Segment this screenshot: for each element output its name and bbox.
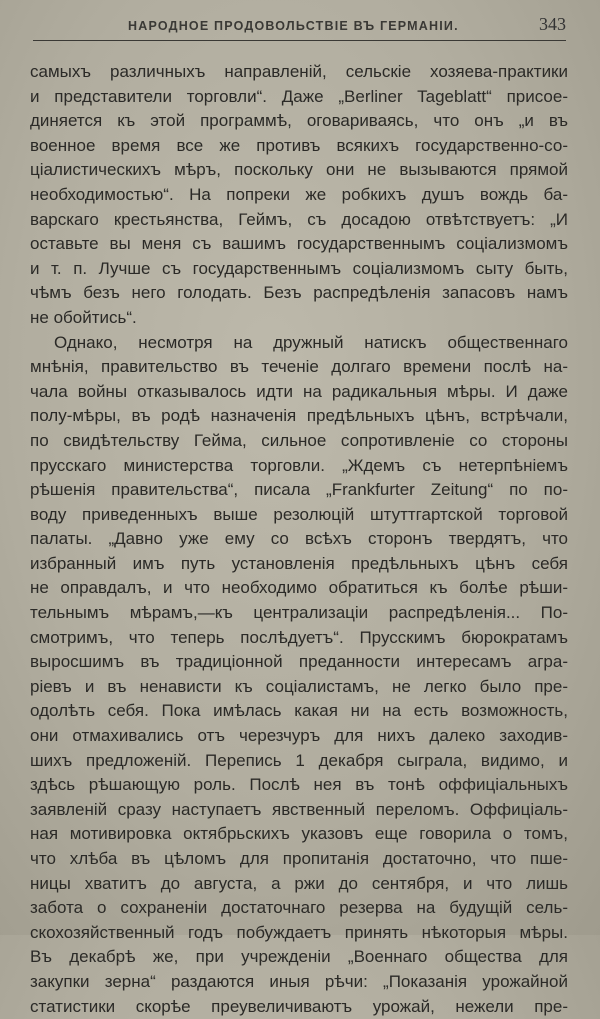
- text-line: заявленій сразу наступаетъ явственный переломъ. Оффиціаль-: [30, 799, 568, 819]
- text-line: забота о сохраненіи достаточнаго резерва на будущій сель-: [30, 898, 568, 918]
- text-line: палаты. „Давно уже ему со всѣхъ сторонъ твердятъ, что: [30, 529, 568, 549]
- text-line: мнѣнія, правительство въ теченіе долгаго времени послѣ на-: [30, 357, 568, 377]
- text-line: и т. п. Лучше съ государственнымъ соціализмомъ сыту быть,: [30, 258, 568, 278]
- text-line: закупки зерна“ раздаются иныя рѣчи: „Показанія урожайной: [30, 971, 568, 991]
- paragraph-2: [30, 331, 568, 1019]
- text-line: варскаго крестьянства, Геймъ, съ досадою отвѣтствуетъ: „И: [30, 209, 568, 229]
- running-title: НАРОДНОЕ ПРОДОВОЛЬСТВІЕ ВЪ ГЕРМАНІИ.: [128, 19, 459, 33]
- text-line: ціалистическихъ мѣръ, поскольку они не вызываются прямой: [30, 160, 568, 180]
- text-line: избранный имъ путь установленія предѣльныхъ цѣнъ себя: [30, 553, 568, 573]
- text-line: ріевъ и въ ненависти къ соціалистамъ, не легко было пре-: [30, 676, 568, 696]
- text-line: военное время все же противъ всякихъ государственно-со-: [30, 135, 568, 155]
- text-line: самыхъ различныхъ направленій, сельскіе хозяева-практики: [30, 62, 568, 81]
- text-line: воду приведенныхъ выше резолюцій штуттгартской торговой: [30, 504, 568, 524]
- text-line: статистики скорѣе преувеличиваютъ урожай, нежели пре-: [30, 996, 568, 1016]
- text-line: не оправдалъ, и что необходимо обратиться къ болѣе рѣши-: [30, 578, 568, 598]
- text-line: выросшимъ въ традиціонной преданности интересамъ агра-: [30, 652, 568, 672]
- text-line: диняется къ этой программѣ, оговариваясь, что онъ „и въ: [30, 111, 568, 131]
- text-line: ницы хватитъ до августа, а ржи до сентября, и что лишь: [30, 873, 568, 893]
- text-line: по свидѣтельству Гейма, сильное сопротивленіе со стороны: [30, 430, 568, 450]
- running-header: [33, 14, 566, 41]
- body-text: [30, 60, 568, 1019]
- text-line: тельнымъ мѣрамъ,—къ централизаціи распредѣленія... По-: [30, 603, 568, 623]
- text-line: Однако, несмотря на дружный натискъ общественнаго: [54, 332, 568, 352]
- text-line: смотримъ, что теперь послѣдуетъ“. Прусскимъ бюрократамъ: [30, 627, 568, 647]
- text-line: что хлѣба въ цѣломъ для пропитанія достаточно, что пше-: [30, 849, 568, 868]
- text-line: Въ декабрѣ же, при учрежденіи „Военнаго общества для: [30, 947, 568, 967]
- text-line: полу-мѣры, въ родѣ назначенія предѣльныхъ цѣнъ, встрѣчали,: [30, 406, 568, 426]
- text-line: скохозяйственный годъ побуждаетъ принять нѣкоторыя мѣры.: [30, 922, 568, 942]
- text-line: чала войны отказывалось идти на радикальныя мѣры. И даже: [30, 381, 568, 401]
- text-line: оставьте вы меня съ вашимъ государственнымъ соціализмомъ: [30, 234, 568, 254]
- text-line: здѣсь рѣшающую роль. Послѣ нея въ тонѣ оффиціальныхъ: [30, 775, 568, 795]
- text-line: они отмахивались отъ черезчуръ для нихъ далеко заходив-: [30, 726, 568, 746]
- text-line: не обойтись“.: [30, 307, 137, 327]
- text-line: одолѣть себя. Пока имѣлась какая ни на есть возможность,: [30, 701, 568, 721]
- text-line: и представители торговли“. Даже „Berliner Tageblatt“ присое-: [30, 86, 568, 106]
- text-line: ная мотивировка октябрьскихъ указовъ еще говорила о томъ,: [30, 824, 568, 844]
- text-line: рѣшенія правительства“, писала „Frankfurter Zeitung“ по по-: [30, 480, 568, 500]
- text-line: шихъ предложеній. Перепись 1 декабря сыграла, видимо, и: [30, 750, 568, 770]
- page-number: 343: [539, 14, 566, 34]
- text-line: чѣмъ безъ него голодать. Безъ распредѣленія запасовъ намъ: [30, 283, 568, 303]
- text-line: необходимостью“. На попреки же робкихъ душъ вождь ба-: [30, 184, 568, 204]
- paragraph-1: [30, 60, 568, 331]
- text-line: прусскаго министерства торговли. „Ждемъ съ нетерпѣніемъ: [30, 455, 568, 475]
